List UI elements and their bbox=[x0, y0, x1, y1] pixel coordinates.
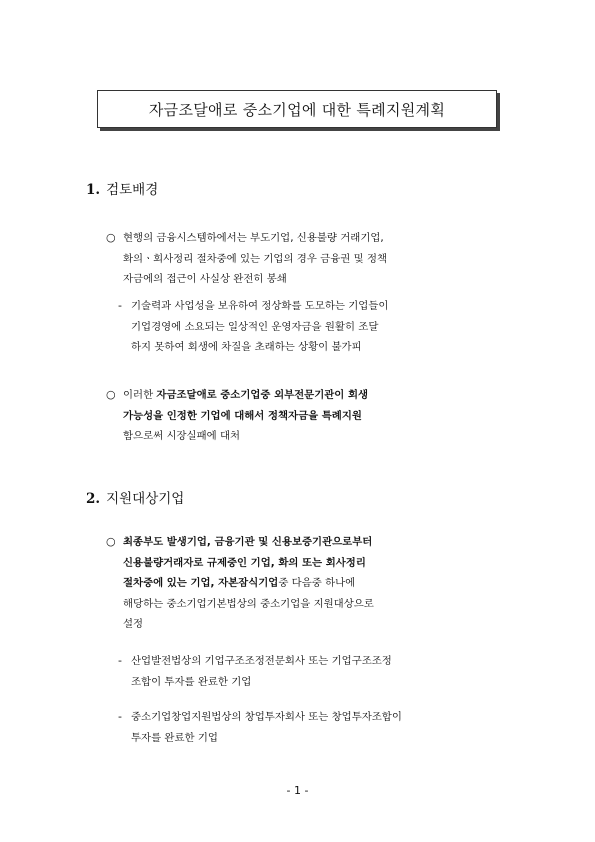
s2-dash-1-line: 산업발전법상의 기업구조조정전문회사 또는 기업구조조정 bbox=[131, 655, 392, 667]
s2-dash-2-line: 중소기업창업지원법상의 창업투자회사 또는 창업투자조합이 bbox=[131, 711, 402, 723]
bullet-marker: ○ bbox=[106, 231, 116, 244]
s2-bullet-1-bold: 최종부도 발생기업, 금융기관 및 신용보증기관으로부터 bbox=[123, 536, 373, 548]
s2-dash-2 bbox=[131, 707, 513, 748]
s1-bullet-1-line: 현행의 금융시스템하에서는 부도기업, 신용불량 거래기업, bbox=[123, 232, 384, 244]
s1-bullet-1 bbox=[123, 228, 513, 290]
s2-bullet-1-text: 중 다음중 하나에 bbox=[278, 577, 356, 589]
s2-bullet-1-bold: 신용불량거래자로 규제중인 기업, 화의 또는 회사정리 bbox=[123, 556, 366, 569]
section-2-heading bbox=[86, 487, 184, 507]
dash-marker: - bbox=[118, 299, 122, 312]
s2-bullet-1-text: 설정 bbox=[123, 618, 144, 630]
dash-marker: - bbox=[118, 710, 122, 723]
s2-bullet-1-bold: 절차중에 있는 기업, 자본잠식기업 bbox=[123, 577, 279, 589]
s1-dash-1-line: 기술력과 사업성을 보유하여 정상화를 도모하는 기업들이 bbox=[131, 300, 389, 312]
s2-dash-2-line: 투자를 완료한 기업 bbox=[131, 731, 218, 744]
s1-bullet-1-line: 자금에의 접근이 사실상 완전히 봉쇄 bbox=[123, 273, 287, 285]
s1-dash-1-line: 기업경영에 소요되는 일상적인 운영자금을 원활히 조달 bbox=[131, 320, 379, 333]
s1-bullet-1-line: 화의ㆍ회사정리 절차중에 있는 기업의 경우 금융권 및 정책 bbox=[123, 252, 388, 265]
page-number: - 1 - bbox=[286, 784, 309, 797]
s1-bullet-2-bold: 가능성을 인정한 기업에 대해서 정책자금을 특례지원 bbox=[123, 409, 362, 422]
section-1-number: 1. bbox=[86, 182, 101, 198]
dash-marker: - bbox=[118, 654, 122, 667]
s2-bullet-1 bbox=[123, 532, 513, 635]
section-2-title: 지원대상기업 bbox=[106, 491, 185, 507]
s1-bullet-2-text: 함으로써 시장실패에 대처 bbox=[123, 430, 241, 442]
bullet-marker: ○ bbox=[106, 535, 116, 548]
section-1-heading bbox=[86, 178, 158, 198]
s1-bullet-2 bbox=[123, 385, 513, 447]
s2-dash-1 bbox=[131, 651, 513, 692]
title-box bbox=[97, 90, 497, 128]
s1-dash-1-line: 하지 못하여 회생에 차질을 초래하는 상황이 불가피 bbox=[131, 341, 362, 353]
section-1-title: 검토배경 bbox=[106, 182, 159, 198]
s2-bullet-1-text: 해당하는 중소기업기본법상의 중소기업을 지원대상으로 bbox=[123, 597, 374, 610]
s2-dash-1-line: 조합이 투자를 완료한 기업 bbox=[131, 675, 252, 688]
bullet-marker: ○ bbox=[106, 388, 116, 401]
s1-bullet-2-bold: 자금조달애로 중소기업중 외부전문기관이 회생 bbox=[156, 389, 369, 401]
s1-bullet-2-text: 이러한 bbox=[123, 389, 157, 401]
section-2-number: 2. bbox=[86, 491, 101, 507]
s1-dash-1 bbox=[131, 296, 513, 358]
page-title: 자금조달애로 중소기업에 대한 특례지원계획 bbox=[148, 101, 446, 119]
